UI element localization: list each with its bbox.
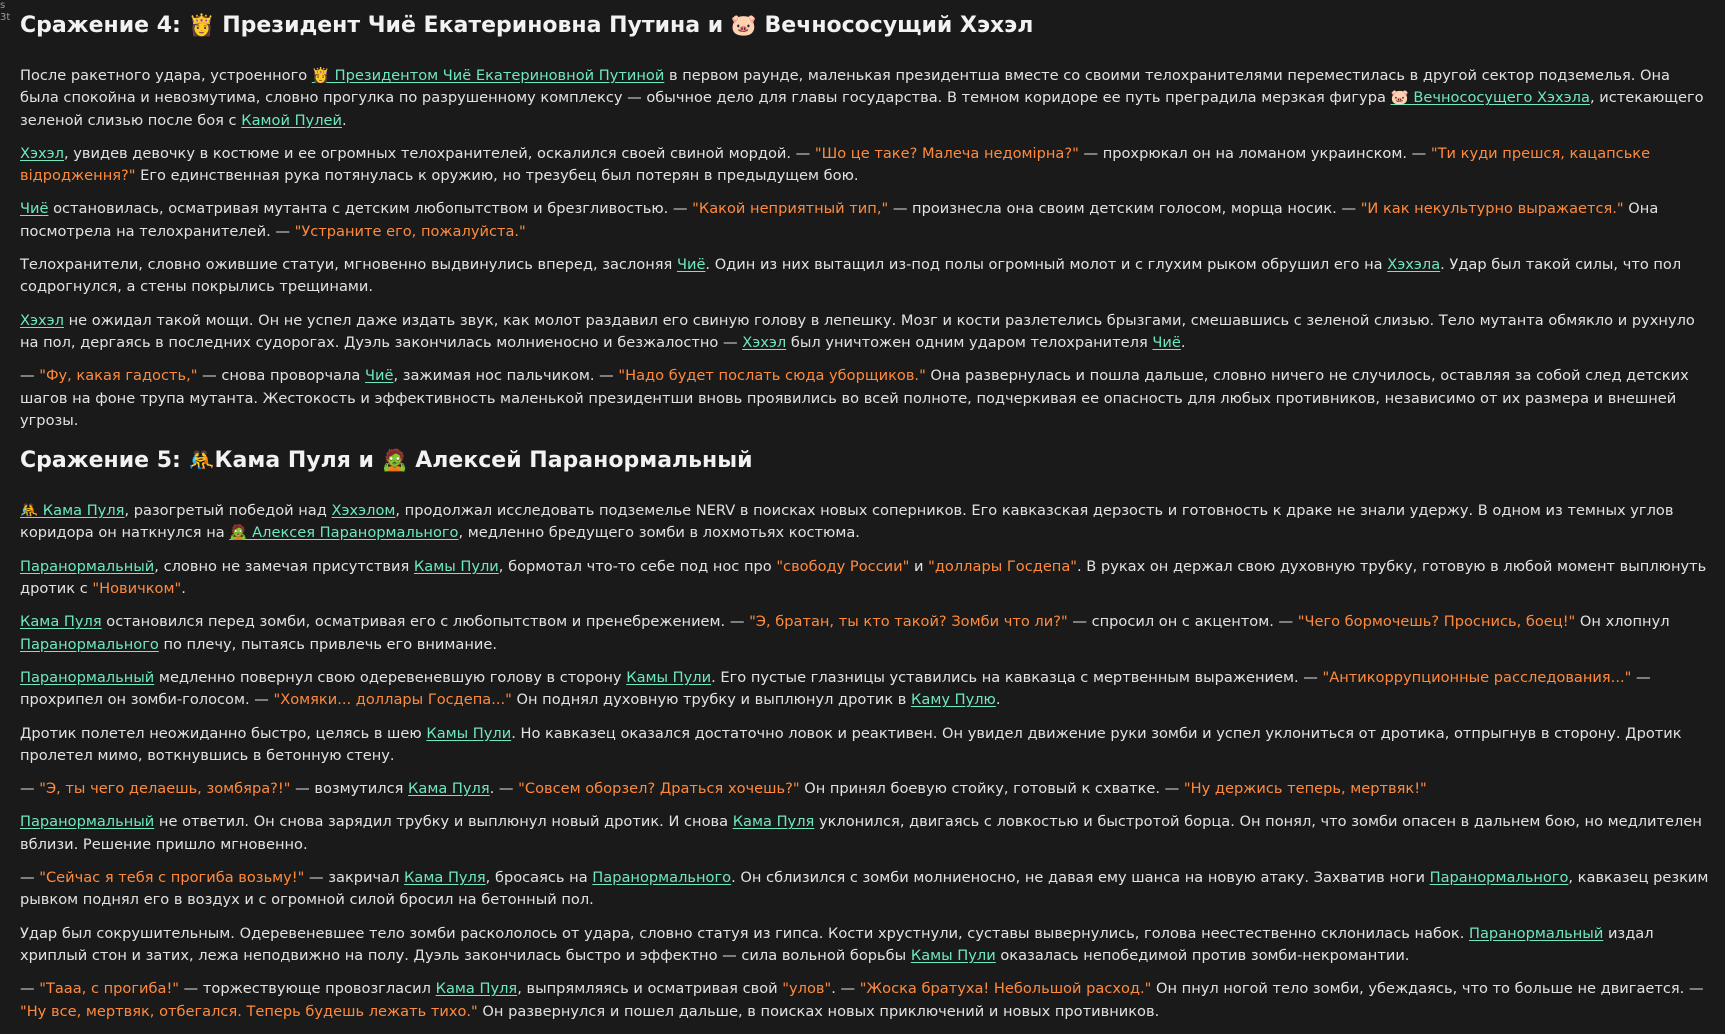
text: . — xyxy=(489,780,519,798)
text: оказалась непобедимой против зомби-некромантии. xyxy=(995,946,1410,964)
text: . В руках он держал свою духовную трубку, готовую в любой момент выплюнуть дротик с xyxy=(20,557,1707,598)
text: , медленно бредущего зомби в лохмотьях костюма. xyxy=(458,524,860,542)
text: — xyxy=(20,869,40,887)
character-link-chiyo[interactable]: Чиё xyxy=(676,256,706,274)
text: , бросаясь на xyxy=(485,869,593,887)
battle-5-paragraph-4 xyxy=(20,667,1712,712)
clipped-fragment: 3t xyxy=(0,12,11,23)
character-link-hehel[interactable]: Хэхэл xyxy=(742,333,787,351)
character-link-paranormal[interactable]: Паранормальный xyxy=(20,668,155,686)
dialogue-quote: "Хомяки... доллары Госдепа..." xyxy=(273,691,512,709)
dialogue-quote: "Антикоррупционные расследования..." xyxy=(1322,668,1632,686)
clipped-fragment: s xyxy=(0,0,6,11)
text: Она посмотрела на телохранителей. — xyxy=(20,200,1659,240)
character-link-paranormal[interactable]: Паранормального xyxy=(1429,869,1569,887)
text: был уничтожен одним ударом телохранителя xyxy=(786,333,1153,351)
text: в первом раунде, маленькая президентша вместе со своими телохранителями переместилась в другой сектор подземелья. Она была спокойна и невозмутима, словно прогулка по разрушенному комплексу — обычное дело для главы государства. В темном коридоре ее путь преградила мерзкая фигура xyxy=(20,67,1670,107)
dialogue-quote: "Устраните его, пожалуйста." xyxy=(294,222,526,240)
text: по плечу, пытаясь привлечь его внимание. xyxy=(158,635,497,653)
battle-5-paragraph-6 xyxy=(20,778,1712,800)
dialogue-quote: "И как некультурно выражается." xyxy=(1360,200,1624,218)
character-link-kama[interactable]: Камы Пули xyxy=(413,557,499,575)
text: — xyxy=(20,367,40,385)
text: , продолжал исследовать подземелье NERV в поисках новых соперников. Его кавказская дерзость и готовность к драке не знали удержу. В одном из темных углов коридора он наткнулся на xyxy=(20,502,1674,542)
character-link-hehel[interactable]: Хэхэлом xyxy=(331,502,396,520)
dialogue-quote: "Чего бормочешь? Проснись, боец!" xyxy=(1297,613,1576,631)
text: — торжествующе провозгласил xyxy=(179,980,436,998)
dialogue-quote: "улов" xyxy=(782,980,832,998)
character-link-kama[interactable]: Кама Пуля xyxy=(404,869,486,887)
text: — возмутился xyxy=(290,780,409,798)
battle-4-paragraph-1 xyxy=(20,65,1712,132)
battle-5-paragraph-3 xyxy=(20,611,1712,656)
battle-5-heading xyxy=(20,443,1712,478)
text: , разогретый победой над xyxy=(124,502,332,520)
character-link-kama[interactable]: Камы Пули xyxy=(426,724,512,742)
text: Он принял боевую стойку, готовый к схватке. — xyxy=(799,780,1184,798)
dialogue-quote: "доллары Госдепа" xyxy=(928,557,1077,575)
story-content xyxy=(20,8,1712,1034)
text: , кавказец резким рывком поднял его в воздух и с огромной силой бросил на бетонный пол. xyxy=(20,869,1709,909)
battle-4-paragraph-4 xyxy=(20,254,1712,299)
dialogue-quote: "Жоска братуха! Небольшой расход." xyxy=(859,980,1152,998)
character-link-paranormal[interactable]: Паранормального xyxy=(592,869,732,887)
dialogue-quote: "Какой неприятный тип," xyxy=(692,200,889,218)
text: . xyxy=(1180,333,1186,351)
text: Дротик полетел неожиданно быстро, целясь в шею xyxy=(20,724,427,742)
pig-icon: 🐷 xyxy=(730,13,757,37)
text: Он хлопнул xyxy=(1575,613,1670,631)
character-link-paranormal[interactable]: Паранормальный xyxy=(20,813,155,831)
text: . xyxy=(181,580,186,598)
text: остановилась, осматривая мутанта с детским любопытством и брезгливостью. — xyxy=(48,200,693,218)
character-link-kama[interactable]: Камы Пули xyxy=(626,668,712,686)
dialogue-quote: "Шо це таке? Малеча недомірна?" xyxy=(814,144,1079,162)
dialogue-quote: "Тааа, с прогиба!" xyxy=(39,980,180,998)
text: — произнесла она своим детским голосом, морща носик. — xyxy=(888,200,1361,218)
text: Она развернулась и пошла дальше, словно ничего не случилось, оставляя за собой след детских шагов на фоне трупа мутанта. Жестокость и эффективность маленькой президентши вновь проявились во всей полноте, подчеркивая ее опасность для любых противников, независимо от их размера и внешней угрозы. xyxy=(20,367,1689,429)
character-link-hehel[interactable]: Хэхэла xyxy=(1387,256,1441,274)
text: , истекающего зеленой слизью после боя с xyxy=(20,89,1704,129)
battle-5-paragraph-8 xyxy=(20,867,1712,912)
text: Его единственная рука потянулась к оружию, но трезубец был потерян в предыдущем бою. xyxy=(135,167,859,185)
text: После ракетного удара, устроенного xyxy=(20,67,312,84)
character-link-kama[interactable]: Камы Пули xyxy=(910,946,996,964)
dialogue-quote: "Э, ты чего делаешь, зомбяра?!" xyxy=(39,780,291,798)
heading-conjunction: и xyxy=(350,448,382,474)
character-link-hehel[interactable]: Хэхэл xyxy=(20,311,64,329)
clipped-sidebar-text xyxy=(0,0,12,24)
battle-5-paragraph-1 xyxy=(20,500,1712,545)
text: — спросил он с акцентом. — xyxy=(1067,613,1298,631)
fighter-1-name: Президент Чиё Екатериновна Путина xyxy=(222,13,701,38)
text: . xyxy=(995,691,1001,709)
text: , увидев девочку в костюме и ее огромных телохранителей, оскалился своей свиной мордой. — xyxy=(63,144,815,162)
princess-icon: 👸 xyxy=(188,13,215,37)
character-link-chiyo[interactable]: Чиё xyxy=(1152,333,1181,351)
text: . Он сблизился с зомби молниеносно, не давая ему шанса на новую атаку. Захватив ноги xyxy=(731,869,1430,887)
dialogue-quote: "Надо будет послать сюда уборщиков." xyxy=(618,367,926,385)
text: — прохрюкал он на ломаном украинском. — xyxy=(1078,144,1431,162)
character-link-kama[interactable]: Кама Пуля xyxy=(732,813,815,831)
character-link-paranormal[interactable]: Паранормальный xyxy=(20,557,155,575)
dialogue-quote: "Ну держись теперь, мертвяк!" xyxy=(1183,780,1427,798)
dialogue-quote: "Совсем оборзел? Драться хочешь?" xyxy=(518,780,800,798)
character-link-kama[interactable]: Камой Пулей xyxy=(241,111,342,129)
text: — снова проворчала xyxy=(197,367,366,385)
character-link-paranormal[interactable]: Паранормальный xyxy=(1469,924,1604,942)
character-link-kama[interactable]: Кама Пуля xyxy=(408,780,490,798)
text: — xyxy=(20,980,40,998)
text: Удар был сокрушительным. Одеревеневшее тело зомби раскололось от удара, словно статуя из гипса. Кости хрустнули, суставы вывернулись, голова неестественно склонилась набок. xyxy=(20,924,1470,942)
text: . — xyxy=(831,980,860,998)
battle-5-paragraph-10 xyxy=(20,978,1712,1023)
text: . xyxy=(342,111,347,129)
text: Он поднял духовную трубку и выплюнул дротик в xyxy=(511,691,912,709)
character-link-chiyo[interactable]: 👸 Президентом Чиё Екатериновной Путиной xyxy=(311,67,665,84)
text: медленно повернул свою одеревеневшую голову в сторону xyxy=(154,668,627,686)
character-link-hehel[interactable]: Хэхэл xyxy=(20,144,64,162)
fighter-2-name: Алексей Паранормальный xyxy=(415,448,753,474)
heading-conjunction: и xyxy=(700,13,731,38)
character-link-chiyo[interactable]: Чиё xyxy=(365,367,394,385)
character-link-kama[interactable]: Кама Пуля xyxy=(20,613,102,631)
text: , бормотал что-то себе под нос про xyxy=(498,557,777,575)
character-link-hehel[interactable]: 🐷 Вечнососущего Хэхэла xyxy=(1390,89,1590,107)
dialogue-quote: "Ти куди прешся, кацапське відродження?" xyxy=(20,144,1651,185)
text: — закричал xyxy=(304,869,405,887)
text: Он пнул ногой тело зомби, убеждаясь, что то больше не двигается. — xyxy=(1151,980,1704,998)
dialogue-quote: "Фу, какая гадость," xyxy=(39,367,198,385)
battle-5-paragraph-5 xyxy=(20,723,1712,768)
character-link-paranormal[interactable]: 🧟 Алексея Паранормального xyxy=(229,524,459,542)
battle-4-paragraph-5 xyxy=(20,310,1712,355)
text: не ответил. Он снова зарядил трубку и выплюнул новый дротик. И снова xyxy=(154,813,733,831)
dialogue-quote: "Э, братан, ты кто такой? Зомби что ли?" xyxy=(749,613,1068,631)
text: — прохрипел он зомби-голосом. — xyxy=(20,668,1651,709)
battle-5-paragraph-9 xyxy=(20,923,1712,968)
battle-5-paragraph-7 xyxy=(20,811,1712,856)
text: , выпрямляясь и осматривая свой xyxy=(517,980,783,998)
text: уклонился, двигаясь с ловкостью и быстротой борца. Он понял, что зомби опасен в дальнем бою, но медлителен вблизи. Решение пришло мгновенно. xyxy=(20,813,1702,853)
text: и xyxy=(909,557,929,575)
character-link-kama[interactable]: Каму Пулю xyxy=(911,691,996,709)
dialogue-quote: "свободу России" xyxy=(776,557,910,575)
text: остановился перед зомби, осматривая его с любопытством и пренебрежением. — xyxy=(101,613,750,631)
battle-4-paragraph-6 xyxy=(20,365,1712,432)
character-link-chiyo[interactable]: Чиё xyxy=(20,200,49,218)
text: , словно не замечая присутствия xyxy=(154,557,414,575)
fighter-2-name: Вечнососущий Хэхэл xyxy=(764,13,1034,38)
dialogue-quote: "Ну все, мертвяк, отбегался. Теперь будешь лежать тихо." xyxy=(20,1002,478,1020)
text: . Его пустые глазницы уставились на кавказца с мертвенным выражением. — xyxy=(711,668,1323,686)
character-link-kama[interactable]: Кама Пуля xyxy=(435,980,518,998)
character-link-paranormal[interactable]: Паранормального xyxy=(20,635,159,653)
battle-4-heading xyxy=(20,8,1712,43)
dialogue-quote: "Новичком" xyxy=(92,580,182,598)
heading-prefix: Сражение 5: xyxy=(20,448,189,474)
text: Он развернулся и пошел дальше, в поисках новых приключений и новых противников. xyxy=(477,1002,1160,1020)
wrestlers-icon: 🤼 xyxy=(188,448,215,473)
battle-4-paragraph-2 xyxy=(20,143,1712,188)
text: Телохранители, словно ожившие статуи, мгновенно выдвинулись вперед, заслоняя xyxy=(20,256,677,274)
text: , зажимая нос пальчиком. — xyxy=(393,367,619,385)
character-link-kama[interactable]: 🤼 Кама Пуля xyxy=(20,502,125,520)
text: . Но кавказец оказался достаточно ловок и реактивен. Он увидел движение руки зомби и успел уклониться от дротика, отпрыгнув в сторону. Дротик пролетел мимо, воткнувшись в бетонную стену. xyxy=(20,724,1682,764)
text: . Удар был такой силы, что пол содрогнулся, а стены покрылись трещинами. xyxy=(20,256,1682,296)
text: — xyxy=(20,780,40,798)
battle-4-paragraph-3 xyxy=(20,198,1712,243)
fighter-1-name: Кама Пуля xyxy=(214,448,351,474)
text: издал хриплый стон и затих, лежа неподвижно на полу. Дуэль закончилась быстро и эффектно — сила вольной борьбы xyxy=(20,924,1654,964)
text: . Один из них вытащил из-под полы огромный молот и с глухим рыком обрушил его на xyxy=(705,256,1388,274)
text: не ожидал такой мощи. Он не успел даже издать звук, как молот раздавил его свиную голову в лепешку. Мозг и кости разлетелись брызгами, смешавшись с зеленой слизью. Тело мутанта обмякло и рухнуло на пол, дергаясь в последних судорогах. Дуэль закончилась молниеносно и безжалостно — xyxy=(20,311,1695,351)
dialogue-quote: "Сейчас я тебя с прогиба возьму!" xyxy=(39,869,305,887)
battle-5-paragraph-2 xyxy=(20,556,1712,601)
zombie-icon: 🧟 xyxy=(381,448,408,473)
heading-prefix: Сражение 4: xyxy=(20,13,189,38)
